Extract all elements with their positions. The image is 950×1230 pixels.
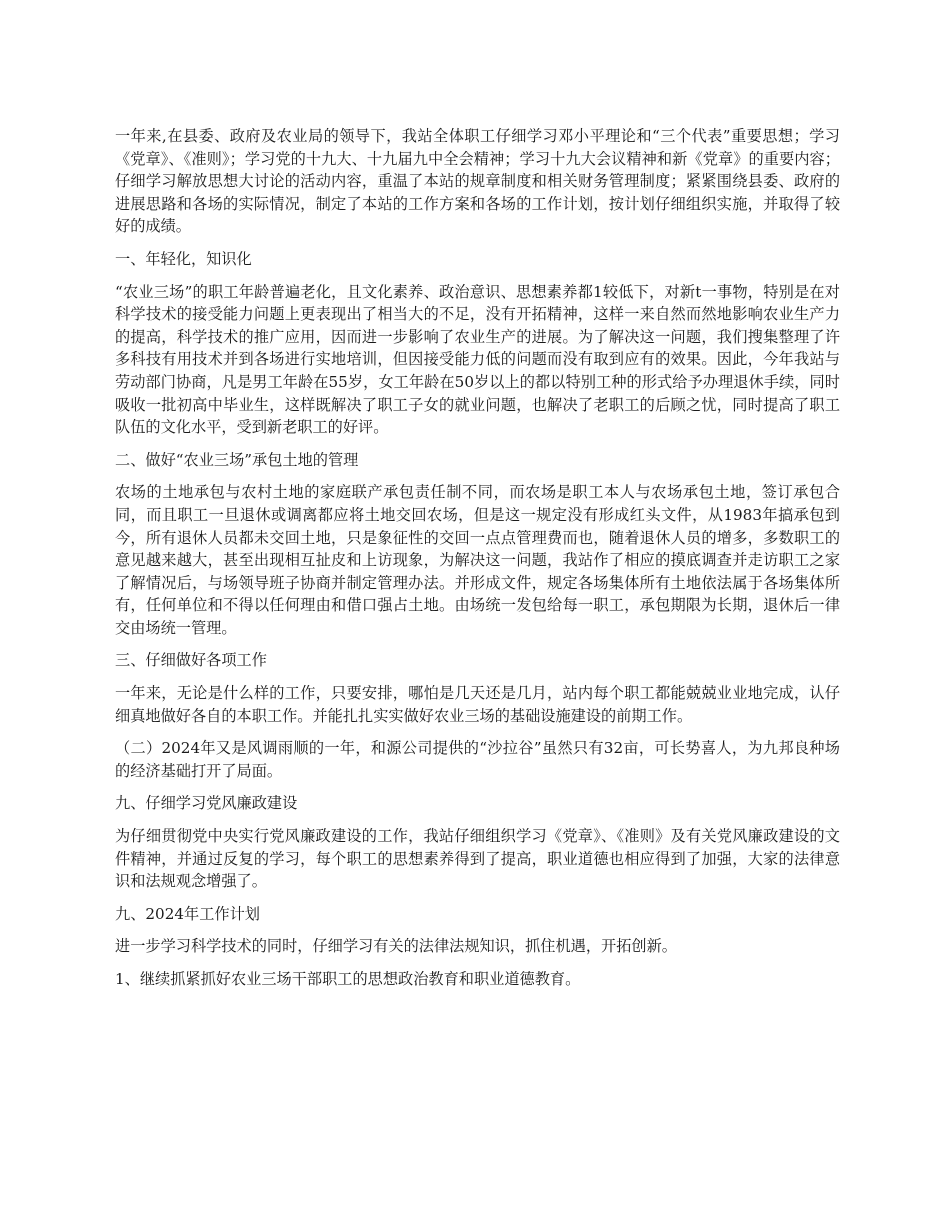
paragraph-section-3: 一年来，无论是什么样的工作，只要安排，哪怕是几天还是几月，站内每个职工都能兢兢业业地完成，认仔细真地做好各自的本职工作。并能扎扎实实做好农业三场的基础设施建设的前期工作。 xyxy=(115,684,840,725)
heading-section-3: 三、仔细做好各项工作 xyxy=(115,651,267,670)
paragraph-section-3-2: （二）2024年又是风调雨顺的一年，和源公司提供的“沙拉谷”虽然只有32亩，可长势喜人，为九邦良种场的经济基础打开了局面。 xyxy=(115,739,840,780)
paragraph-intro: 一年来,在县委、政府及农业局的领导下，我站全体职工仔细学习邓小平理论和“三个代表”重要思想；学习《党章》、《准则》；学习党的十九大、十九届九中全会精神；学习十九大会议精神和新《党章》的重要内容；仔细学习解放思想大讨论的活动内容，重温了本站的规章制度和相关财务管理制度；紧紧围绕县委、政府的进展思路和各场的实际情况，制定了本站的工作方案和各场的工作计划，按计划仔细组织实施，并取得了较好的成绩。 xyxy=(115,127,840,236)
paragraph-section-2: 农场的土地承包与农村土地的家庭联产承包责任制不同，而农场是职工本人与农场承包土地，签订承包合同，而且职工一旦退休或调离都应将土地交回农场，但是这一规定没有形成红头文件，从1983年搞承包到今，所有退休人员都未交回土地，只是象征性的交回一点点管理费而也，随着退休人员的增多，多数职工的意见越来越大，甚至出现相互扯皮和上访现象，为解决这一问题，我站作了相应的摸底调查并走访职工之家了解情况后，与场领导班子协商并制定管理办法。并形成文件，规定各场集体所有土地依法属于各场集体所有，任何单位和不得以任何理由和借口强占土地。由场统一发包给每一职工，承包期限为长期，退休后一律交由场统一管理。 xyxy=(115,483,840,637)
heading-section-9a: 九、仔细学习党风廉政建设 xyxy=(115,794,298,813)
heading-section-9b: 九、2024年工作计划 xyxy=(115,904,260,923)
heading-section-2: 二、做好“农业三场”承包土地的管理 xyxy=(115,450,359,469)
paragraph-section-9a: 为仔细贯彻党中央实行党风廉政建设的工作，我站仔细组织学习《党章》、《准则》及有关党风廉政建设的文件精神，并通过反复的学习，每个职工的思想素养得到了提高，职业道德也相应得到了加强，大家的法律意识和法规观念增强了。 xyxy=(115,827,840,891)
paragraph-section-1: “农业三场”的职工年龄普遍老化，且文化素养、政治意识、思想素养都1较低下，对新t一事物，特别是在对科学技术的接受能力问题上更表现出了相当大的不足，没有开拓精神，这样一来自然而然地影响农业生产力的提高，科学技术的推广应用，因而进一步影响了农业生产的进展。为了解决这一问题，我们搜集整理了许多科技有用技术并到各场进行实地培训，但因接受能力低的问题而没有取到应有的效果。因此，今年我站与劳动部门协商，凡是男工年龄在55岁，女工年龄在50岁以上的都以特别工种的形式给予办理退休手续，同时吸收一批初高中毕业生，这样既解决了职工子女的就业问题，也解决了老职工的后顾之忧，同时提高了职工队伍的文化水平，受到新老职工的好评。 xyxy=(115,282,840,437)
document-page xyxy=(115,125,840,1001)
heading-section-1: 一、年轻化，知识化 xyxy=(115,249,252,268)
paragraph-section-9b: 进一步学习科学技术的同时，仔细学习有关的法律法规知识，抓住机遇，开拓创新。 xyxy=(115,937,677,956)
paragraph-plan-item-1: 1、继续抓紧抓好农业三场干部职工的思想政治教育和职业道德教育。 xyxy=(115,970,581,988)
